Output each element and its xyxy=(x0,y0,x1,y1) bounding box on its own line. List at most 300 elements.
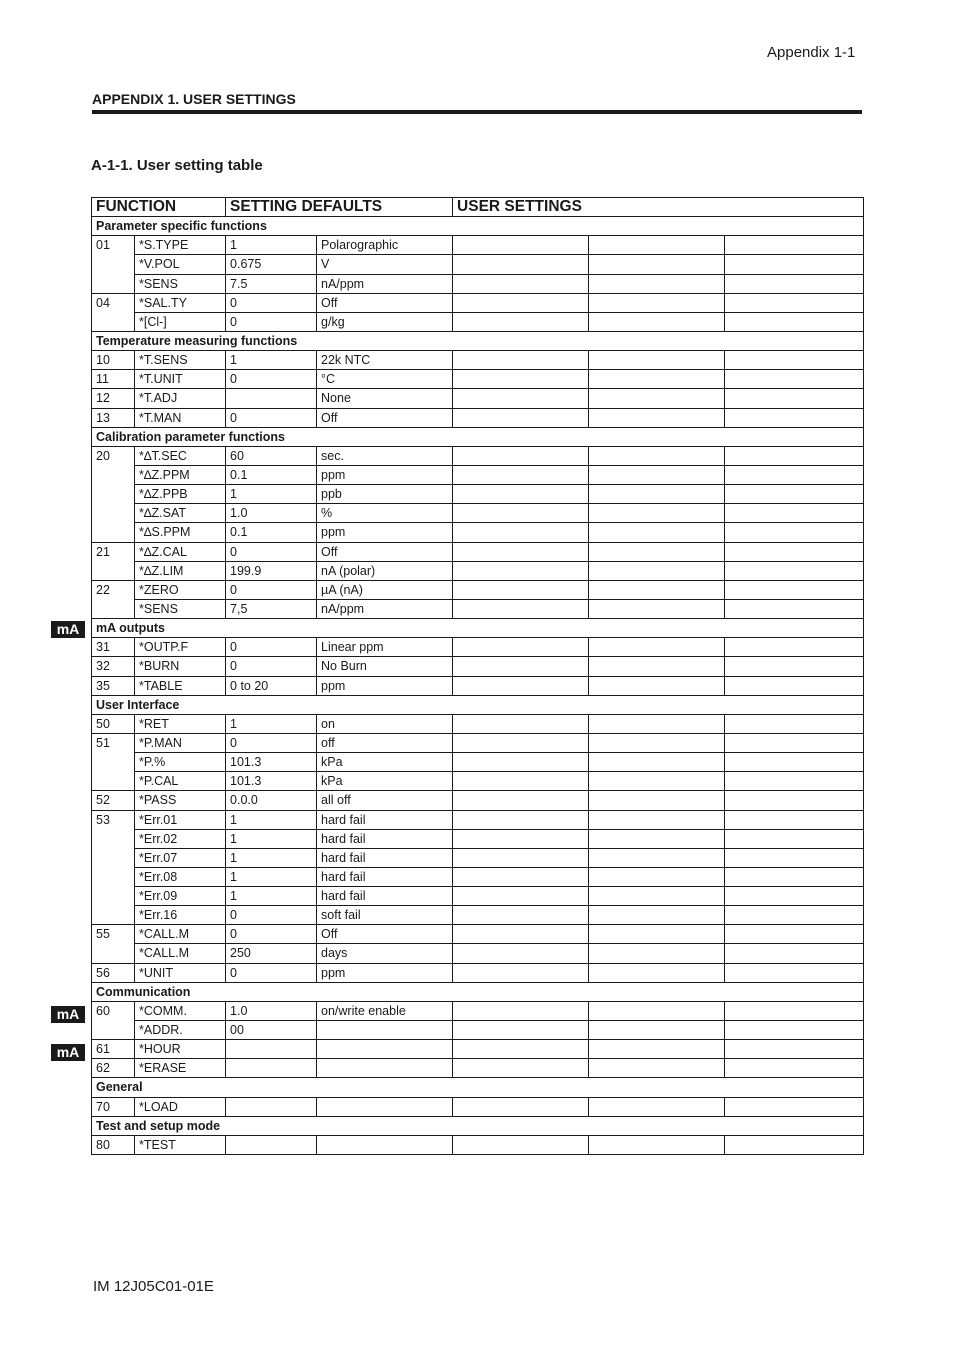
user-setting-cell xyxy=(725,236,864,255)
function-number xyxy=(92,867,135,886)
user-setting-cell xyxy=(589,791,725,810)
default-meaning: Off xyxy=(317,408,453,427)
parameter-name: *UNIT xyxy=(135,963,226,982)
user-setting-cell xyxy=(453,351,589,370)
default-meaning: Linear ppm xyxy=(317,638,453,657)
user-setting-cell xyxy=(725,408,864,427)
default-meaning: nA/ppm xyxy=(317,599,453,618)
function-number xyxy=(92,887,135,906)
group-title: Calibration parameter functions xyxy=(92,427,864,446)
default-value: 1 xyxy=(226,867,317,886)
user-setting-cell xyxy=(725,638,864,657)
table-row xyxy=(92,829,864,848)
table-row xyxy=(92,867,864,886)
user-setting-cell xyxy=(589,638,725,657)
user-setting-table xyxy=(91,197,864,1155)
user-setting-cell xyxy=(589,944,725,963)
default-value: 1 xyxy=(226,236,317,255)
user-setting-cell xyxy=(453,638,589,657)
default-value: 0 xyxy=(226,906,317,925)
parameter-name: *TEST xyxy=(135,1135,226,1154)
user-setting-cell xyxy=(589,485,725,504)
user-setting-cell xyxy=(589,963,725,982)
parameter-name: *ADDR. xyxy=(135,1021,226,1040)
user-setting-cell xyxy=(725,293,864,312)
function-number: 10 xyxy=(92,351,135,370)
user-setting-cell xyxy=(589,848,725,867)
user-setting-cell xyxy=(725,657,864,676)
function-number xyxy=(92,504,135,523)
function-number: 21 xyxy=(92,542,135,561)
user-setting-cell xyxy=(589,714,725,733)
default-value: 199.9 xyxy=(226,561,317,580)
default-meaning: hard fail xyxy=(317,810,453,829)
group-header-row xyxy=(92,1078,864,1097)
user-setting-cell xyxy=(725,446,864,465)
group-header-row xyxy=(92,695,864,714)
table-row xyxy=(92,465,864,484)
table-row xyxy=(92,791,864,810)
user-setting-cell xyxy=(589,753,725,772)
user-setting-cell xyxy=(589,810,725,829)
group-title: Temperature measuring functions xyxy=(92,331,864,350)
function-number: 11 xyxy=(92,370,135,389)
function-number xyxy=(92,255,135,274)
parameter-name: *OUTP.F xyxy=(135,638,226,657)
function-number: 32 xyxy=(92,657,135,676)
table-row xyxy=(92,906,864,925)
parameter-name: *∆Z.PPB xyxy=(135,485,226,504)
user-setting-cell xyxy=(725,925,864,944)
table-row xyxy=(92,676,864,695)
default-value xyxy=(226,1059,317,1078)
function-number xyxy=(92,753,135,772)
user-setting-cell xyxy=(725,485,864,504)
default-value xyxy=(226,1135,317,1154)
group-header-row xyxy=(92,982,864,1001)
user-setting-cell xyxy=(589,312,725,331)
table-row xyxy=(92,312,864,331)
function-number: 51 xyxy=(92,733,135,752)
parameter-name: *∆Z.CAL xyxy=(135,542,226,561)
default-meaning: off xyxy=(317,733,453,752)
default-value: 7,5 xyxy=(226,599,317,618)
user-setting-cell xyxy=(725,255,864,274)
user-setting-cell xyxy=(453,944,589,963)
function-number xyxy=(92,599,135,618)
user-setting-cell xyxy=(725,1040,864,1059)
user-setting-cell xyxy=(453,925,589,944)
function-number: 61 xyxy=(92,1040,135,1059)
table-row xyxy=(92,772,864,791)
parameter-name: *CALL.M xyxy=(135,944,226,963)
user-setting-cell xyxy=(589,867,725,886)
group-header-row xyxy=(92,331,864,350)
user-setting-cell xyxy=(453,599,589,618)
table-row xyxy=(92,580,864,599)
parameter-name: *Err.09 xyxy=(135,887,226,906)
function-number: 01 xyxy=(92,236,135,255)
user-setting-cell xyxy=(589,274,725,293)
user-settings-header: USER SETTINGS xyxy=(453,198,864,217)
user-setting-cell xyxy=(725,542,864,561)
default-meaning xyxy=(317,1135,453,1154)
user-setting-cell xyxy=(725,1097,864,1116)
default-value xyxy=(226,1097,317,1116)
user-setting-cell xyxy=(589,599,725,618)
table-row xyxy=(92,1059,864,1078)
function-number xyxy=(92,772,135,791)
user-setting-cell xyxy=(453,753,589,772)
user-setting-cell xyxy=(453,963,589,982)
user-setting-cell xyxy=(725,504,864,523)
table-body xyxy=(92,217,864,1155)
user-setting-cell xyxy=(589,925,725,944)
table-row xyxy=(92,810,864,829)
user-setting-cell xyxy=(725,580,864,599)
table-row xyxy=(92,925,864,944)
function-header: FUNCTION xyxy=(92,198,226,217)
default-value: 1 xyxy=(226,714,317,733)
user-setting-cell xyxy=(453,1021,589,1040)
default-value: 0 xyxy=(226,408,317,427)
table-row xyxy=(92,599,864,618)
parameter-name: *ZERO xyxy=(135,580,226,599)
default-value xyxy=(226,389,317,408)
parameter-name: *BURN xyxy=(135,657,226,676)
parameter-name: *V.POL xyxy=(135,255,226,274)
user-setting-cell xyxy=(725,848,864,867)
user-setting-cell xyxy=(453,485,589,504)
group-title: General xyxy=(92,1078,864,1097)
default-value: 250 xyxy=(226,944,317,963)
user-setting-cell xyxy=(453,389,589,408)
default-value: 101.3 xyxy=(226,772,317,791)
function-number xyxy=(92,848,135,867)
default-meaning: kPa xyxy=(317,753,453,772)
function-number xyxy=(92,561,135,580)
function-number: 62 xyxy=(92,1059,135,1078)
parameter-name: *HOUR xyxy=(135,1040,226,1059)
table-row xyxy=(92,446,864,465)
default-meaning: ppm xyxy=(317,963,453,982)
table-row xyxy=(92,848,864,867)
default-meaning: days xyxy=(317,944,453,963)
user-setting-cell xyxy=(589,351,725,370)
user-setting-cell xyxy=(453,580,589,599)
user-setting-cell xyxy=(453,791,589,810)
user-setting-cell xyxy=(589,657,725,676)
parameter-name: *Err.08 xyxy=(135,867,226,886)
user-setting-cell xyxy=(589,1059,725,1078)
function-number: 22 xyxy=(92,580,135,599)
function-number xyxy=(92,465,135,484)
default-meaning: hard fail xyxy=(317,829,453,848)
function-number: 31 xyxy=(92,638,135,657)
user-setting-cell xyxy=(453,733,589,752)
parameter-name: *P.MAN xyxy=(135,733,226,752)
table-row xyxy=(92,1040,864,1059)
user-setting-cell xyxy=(725,370,864,389)
table-row xyxy=(92,1021,864,1040)
table-row xyxy=(92,523,864,542)
table-row xyxy=(92,236,864,255)
user-setting-cell xyxy=(725,676,864,695)
user-setting-cell xyxy=(589,1097,725,1116)
parameter-name: *P.CAL xyxy=(135,772,226,791)
default-value: 7.5 xyxy=(226,274,317,293)
function-number xyxy=(92,906,135,925)
default-value: 0 xyxy=(226,580,317,599)
ma-badge: mA xyxy=(51,1006,85,1023)
user-setting-cell xyxy=(589,772,725,791)
table-row xyxy=(92,389,864,408)
user-setting-cell xyxy=(725,389,864,408)
default-value: 0 xyxy=(226,293,317,312)
default-meaning: hard fail xyxy=(317,867,453,886)
setting-defaults-header: SETTING DEFAULTS xyxy=(226,198,453,217)
default-meaning: hard fail xyxy=(317,887,453,906)
group-title: User Interface xyxy=(92,695,864,714)
parameter-name: *TABLE xyxy=(135,676,226,695)
user-setting-cell xyxy=(589,1021,725,1040)
default-value: 0 xyxy=(226,638,317,657)
table-row xyxy=(92,1135,864,1154)
user-setting-cell xyxy=(725,753,864,772)
table-row xyxy=(92,714,864,733)
table-row xyxy=(92,657,864,676)
ma-badge: mA xyxy=(51,1044,85,1061)
user-setting-cell xyxy=(725,1135,864,1154)
parameter-name: *LOAD xyxy=(135,1097,226,1116)
function-number xyxy=(92,274,135,293)
default-value: 1.0 xyxy=(226,1001,317,1020)
parameter-name: *Err.16 xyxy=(135,906,226,925)
user-setting-cell xyxy=(453,370,589,389)
user-setting-cell xyxy=(725,906,864,925)
default-meaning: 22k NTC xyxy=(317,351,453,370)
parameter-name: *COMM. xyxy=(135,1001,226,1020)
user-setting-cell xyxy=(589,542,725,561)
function-number: 20 xyxy=(92,446,135,465)
table-row xyxy=(92,944,864,963)
function-number: 52 xyxy=(92,791,135,810)
function-number xyxy=(92,829,135,848)
table-row xyxy=(92,1001,864,1020)
parameter-name: *∆Z.PPM xyxy=(135,465,226,484)
default-value: 1 xyxy=(226,351,317,370)
user-setting-cell xyxy=(453,867,589,886)
default-meaning xyxy=(317,1097,453,1116)
default-meaning: ppm xyxy=(317,523,453,542)
user-setting-cell xyxy=(725,867,864,886)
user-setting-cell xyxy=(589,561,725,580)
user-setting-cell xyxy=(589,676,725,695)
parameter-name: *Err.02 xyxy=(135,829,226,848)
parameter-name: *∆T.SEC xyxy=(135,446,226,465)
user-setting-cell xyxy=(725,887,864,906)
default-meaning: kPa xyxy=(317,772,453,791)
table-row xyxy=(92,542,864,561)
default-meaning: all off xyxy=(317,791,453,810)
default-meaning: No Burn xyxy=(317,657,453,676)
parameter-name: *T.SENS xyxy=(135,351,226,370)
user-setting-cell xyxy=(589,389,725,408)
user-setting-cell xyxy=(725,963,864,982)
default-value: 1 xyxy=(226,485,317,504)
default-meaning: g/kg xyxy=(317,312,453,331)
user-setting-cell xyxy=(589,829,725,848)
user-setting-cell xyxy=(725,561,864,580)
user-setting-cell xyxy=(725,523,864,542)
default-meaning: µA (nA) xyxy=(317,580,453,599)
parameter-name: *Err.07 xyxy=(135,848,226,867)
group-title: Parameter specific functions xyxy=(92,217,864,236)
user-setting-cell xyxy=(453,1097,589,1116)
user-setting-cell xyxy=(589,733,725,752)
default-value: 0 xyxy=(226,312,317,331)
parameter-name: *SENS xyxy=(135,599,226,618)
parameter-name: *S.TYPE xyxy=(135,236,226,255)
user-setting-cell xyxy=(453,657,589,676)
table-row xyxy=(92,887,864,906)
default-meaning: nA (polar) xyxy=(317,561,453,580)
user-setting-cell xyxy=(453,1001,589,1020)
user-setting-cell xyxy=(453,810,589,829)
user-setting-cell xyxy=(725,465,864,484)
user-setting-cell xyxy=(453,504,589,523)
default-value: 0 xyxy=(226,370,317,389)
user-setting-cell xyxy=(589,580,725,599)
table-row xyxy=(92,638,864,657)
default-meaning: on xyxy=(317,714,453,733)
user-setting-cell xyxy=(589,465,725,484)
user-setting-cell xyxy=(453,848,589,867)
user-setting-cell xyxy=(725,599,864,618)
group-title: Communication xyxy=(92,982,864,1001)
user-setting-cell xyxy=(589,1135,725,1154)
default-meaning: Off xyxy=(317,925,453,944)
group-header-row xyxy=(92,427,864,446)
parameter-name: *SAL.TY xyxy=(135,293,226,312)
table-row xyxy=(92,1097,864,1116)
default-meaning: soft fail xyxy=(317,906,453,925)
group-header-row xyxy=(92,1116,864,1135)
section-title: A-1-1. User setting table xyxy=(91,157,263,174)
default-meaning xyxy=(317,1059,453,1078)
user-setting-cell xyxy=(589,523,725,542)
parameter-name: *PASS xyxy=(135,791,226,810)
group-title: mA outputs xyxy=(92,619,864,638)
parameter-name: *SENS xyxy=(135,274,226,293)
user-setting-cell xyxy=(453,523,589,542)
chapter-rule xyxy=(92,110,862,114)
function-number: 50 xyxy=(92,714,135,733)
document-code: IM 12J05C01-01E xyxy=(93,1278,214,1295)
user-setting-cell xyxy=(725,944,864,963)
user-setting-cell xyxy=(453,714,589,733)
parameter-name: *ERASE xyxy=(135,1059,226,1078)
default-value: 0.675 xyxy=(226,255,317,274)
function-number: 53 xyxy=(92,810,135,829)
table-row xyxy=(92,753,864,772)
group-header-row xyxy=(92,217,864,236)
page-header: Appendix 1-1 xyxy=(767,44,856,61)
parameter-name: *RET xyxy=(135,714,226,733)
default-meaning: ppm xyxy=(317,676,453,695)
default-value: 101.3 xyxy=(226,753,317,772)
default-meaning: ppb xyxy=(317,485,453,504)
function-number xyxy=(92,312,135,331)
function-number xyxy=(92,944,135,963)
user-setting-cell xyxy=(725,714,864,733)
user-setting-cell xyxy=(589,408,725,427)
user-setting-cell xyxy=(453,542,589,561)
parameter-name: *∆S.PPM xyxy=(135,523,226,542)
default-value: 0 to 20 xyxy=(226,676,317,695)
user-setting-cell xyxy=(453,312,589,331)
user-setting-cell xyxy=(453,1040,589,1059)
default-value: 0 xyxy=(226,542,317,561)
user-setting-cell xyxy=(453,274,589,293)
chapter-title: APPENDIX 1. USER SETTINGS xyxy=(92,91,296,107)
default-meaning: sec. xyxy=(317,446,453,465)
default-value: 0.1 xyxy=(226,465,317,484)
ma-badge: mA xyxy=(51,621,85,638)
user-setting-cell xyxy=(453,293,589,312)
table-row xyxy=(92,274,864,293)
user-setting-cell xyxy=(725,733,864,752)
parameter-name: *T.UNIT xyxy=(135,370,226,389)
default-meaning: nA/ppm xyxy=(317,274,453,293)
user-setting-cell xyxy=(453,236,589,255)
table-row xyxy=(92,351,864,370)
default-value: 0.1 xyxy=(226,523,317,542)
parameter-name: *[Cl-] xyxy=(135,312,226,331)
user-setting-cell xyxy=(725,810,864,829)
user-setting-cell xyxy=(725,1059,864,1078)
table-row xyxy=(92,963,864,982)
user-setting-cell xyxy=(589,1040,725,1059)
user-setting-cell xyxy=(589,255,725,274)
user-setting-cell xyxy=(453,255,589,274)
user-setting-cell xyxy=(453,906,589,925)
default-meaning: None xyxy=(317,389,453,408)
user-setting-cell xyxy=(725,312,864,331)
function-number: 70 xyxy=(92,1097,135,1116)
parameter-name: *T.ADJ xyxy=(135,389,226,408)
table-row xyxy=(92,485,864,504)
function-number xyxy=(92,1021,135,1040)
user-setting-cell xyxy=(725,1021,864,1040)
table-row xyxy=(92,733,864,752)
function-number xyxy=(92,485,135,504)
default-value: 1 xyxy=(226,810,317,829)
function-number: 04 xyxy=(92,293,135,312)
default-value: 0.0.0 xyxy=(226,791,317,810)
default-value: 0 xyxy=(226,657,317,676)
user-setting-cell xyxy=(453,1135,589,1154)
user-setting-cell xyxy=(725,274,864,293)
default-value: 1 xyxy=(226,887,317,906)
default-meaning: V xyxy=(317,255,453,274)
function-number: 56 xyxy=(92,963,135,982)
function-number: 55 xyxy=(92,925,135,944)
default-meaning: Off xyxy=(317,293,453,312)
user-setting-cell xyxy=(589,1001,725,1020)
default-value: 0 xyxy=(226,733,317,752)
user-setting-cell xyxy=(453,561,589,580)
